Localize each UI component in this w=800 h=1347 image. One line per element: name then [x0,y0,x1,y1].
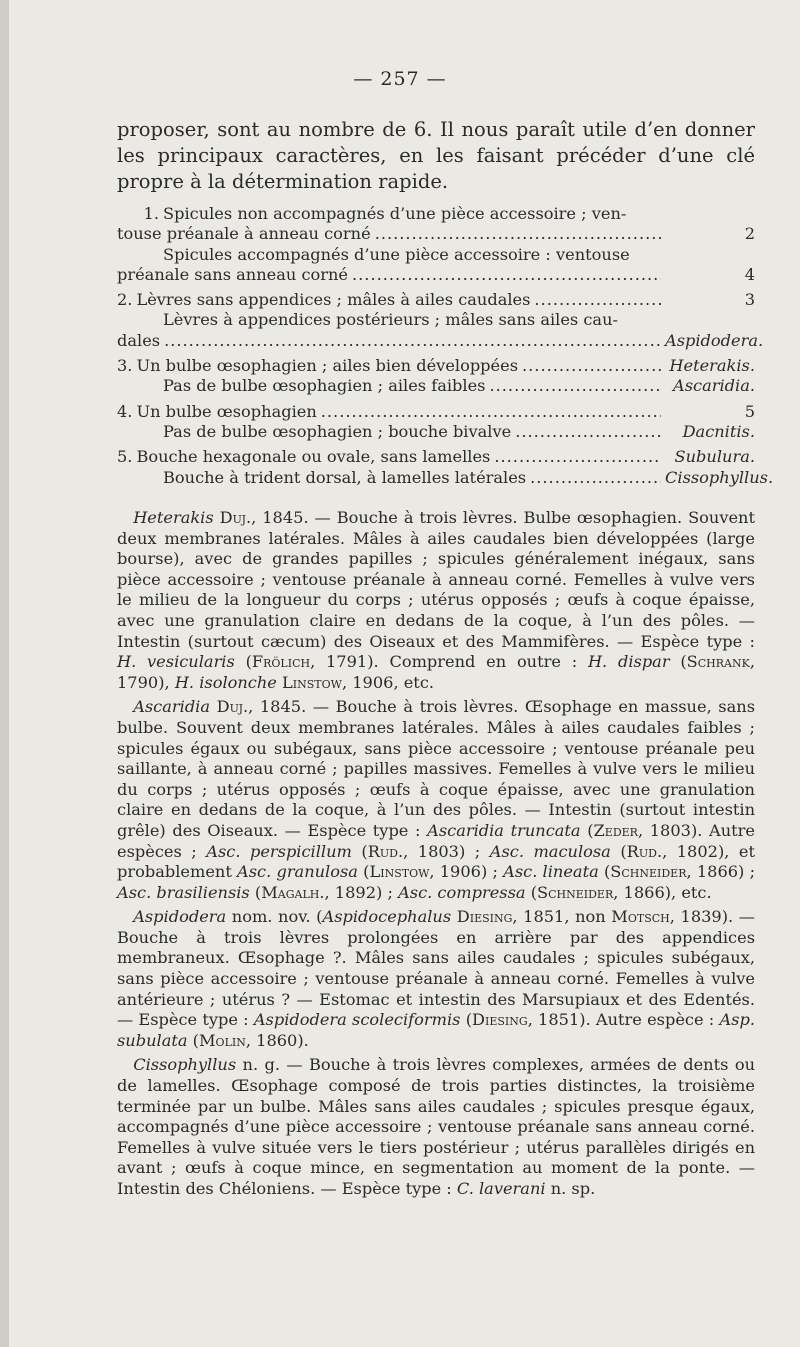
key-1b-end: préanale sans anneau corné ..... 4 [117,265,755,285]
key-4b: Pas de bulbe œsophagien ; bouche bivalve ..... Dacnitis. [117,422,755,442]
key-entry-4 [117,402,755,443]
key-1b-text: Spicules accompagnés d’une pièce accessoire : ventouse [163,244,630,264]
key-2b-end: dales ..... Aspidodera. [117,331,755,351]
key-1a-target: 2 [744,224,755,244]
page-edge [0,0,9,1347]
aspidodera-paragraph: Aspidodera nom. nov. (Aspidocephalus Diesing, 1851, non Motsch, 1839). — Bouche à trois lèvres prolongées en arrière par des appendices membraneux. Œsophage ?. Mâles sans ailes caudales ; spicules subégaux, sans pièce accessoire ; ventouse préanale à anneau corné. Femelles à vulve antérieure ; utérus ? — Estomac et intestin des Marsupiaux et des Edentés. — Espèce type : Aspidodera scoleciformis (Diesing, 1851). Autre espèce : Asp. subulata (Molin, 1860). [117,907,755,1050]
key-4a: 4. Un bulbe œsophagien ..... 5 [117,402,755,422]
cissophyllus-paragraph: Cissophyllus n. g. — Bouche à trois lèvres complexes, armées de dents ou de lamelles. Œsophage composé de trois parties distinctes, la troisième terminée par un bulbe. Mâles sans ailes caudales ; spicules presque égaux, accompagnés d’une pièce accessoire ; ventouse préanale sans anneau corné. Femelles à vulve située vers le tiers postérieur ; utérus parallèles dirigés en avant ; œufs à coque mince, en segmentation au moment de la ponte. — Intestin des Chéloniens. — Espèce type : C. laverani n. sp. [117,1055,755,1198]
key-5a: 5. Bouche hexagonale ou ovale, sans lamelles ..... Subulura. [117,447,755,467]
key-3a: 3. Un bulbe œsophagien ; ailes bien développées ..... Heterakis. [117,356,755,376]
key-entry-1 [117,204,755,285]
key-entry-2 [117,290,764,351]
key-1a-text: 1. Spicules non accompagnés d’une pièce accessoire ; ven- [143,204,627,223]
key-entry-3 [117,356,755,397]
identification-key [117,204,774,493]
key-entry-5 [117,447,774,488]
ascaridia-paragraph: Ascaridia Duj., 1845. — Bouche à trois lèvres. Œsophage en massue, sans bulbe. Souvent deux membranes latérales. Mâles à ailes caudales faibles ; spicules égaux ou subégaux, sans pièce accessoire ; ventouse préanale peu saillante, à anneau corné ; papilles massives. Femelles à vulve vers le milieu du corps ; utérus opposés ; œufs à coque épaisse, avec une granulation claire en dedans de la coque, à l’un des pôles. — Intestin (surtout intestin grêle) des Oiseaux. — Espèce type : Ascaridia truncata (Zeder, 1803). Autre espèces ; Asc. perspicillum (Rud., 1803) ; Asc. maculosa (Rud., 1802), et probablement Asc. granulosa (Linstow, 1906) ; Asc. lineata (Schneider, 1866) ; Asc. brasiliensis (Magalh., 1892) ; Asc. compressa (Schneider, 1866), etc. [117,697,756,902]
key-1a-end: touse préanale à anneau corné ..... 2 [117,224,755,244]
page-number: — 257 — [353,68,447,90]
intro-paragraph [117,117,755,195]
key-5b: Bouche à trident dorsal, à lamelles latérales ..... Cissophyllus. [117,468,755,488]
genus-descriptions [117,508,755,1204]
key-1b-target: 4 [744,264,755,284]
heterakis-paragraph: Heterakis Duj., 1845. — Bouche à trois lèvres. Bulbe œsophagien. Souvent deux membranes latérales. Mâles à ailes caudales bien développées (large bourse), avec de grandes papilles ; spicules généralement inégaux, sans pièce accessoire ; ventouse préanale à anneau corné. Femelles à vulve vers le milieu de la longueur du corps ; utérus opposés ; œufs à coque épaisse, avec une granulation claire en dedans de la coque, à l’un des pôles. — Intestin (surtout cæcum) des Oiseaux et des Mammifères. — Espèce type : H. vesicularis (Frölich, 1791). Comprend en outre : H. dispar (Schrank, 1790), H. isolonche Linstow, 1906, etc. [117,508,755,692]
key-2a: 2. Lèvres sans appendices ; mâles à ailes caudales ..... 3 [117,290,755,310]
intro-text: proposer, sont au nombre de 6. Il nous paraît utile d’en donner les principaux caractères, en les faisant précéder d’une clé propre à la détermination rapide. [117,118,755,193]
key-2b-text: Lèvres à appendices postérieurs ; mâles sans ailes cau- [163,310,618,330]
key-3b: Pas de bulbe œsophagien ; ailes faibles ..... Ascaridia. [117,376,755,396]
